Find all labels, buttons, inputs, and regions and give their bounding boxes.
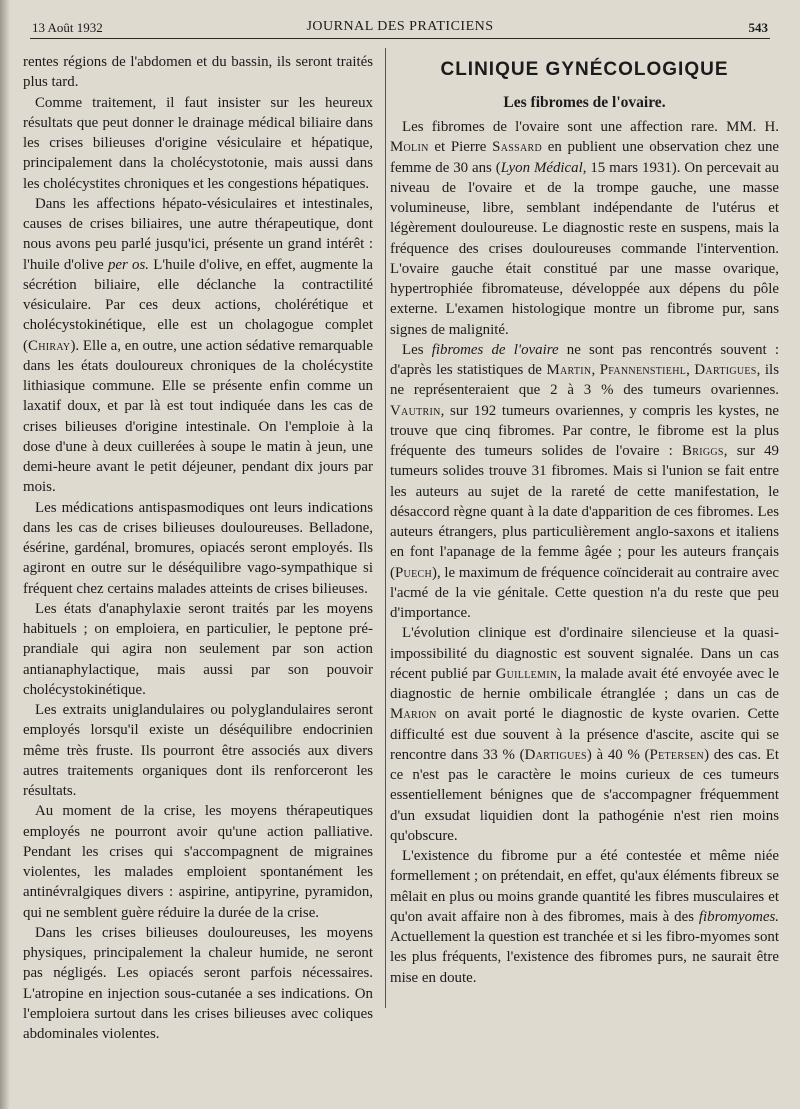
running-header bbox=[30, 14, 770, 39]
paragraph: Dans les affections hépato-vésiculaires et intestinales, causes de crises biliaires, une autre thérapeutique, dont nous avons peu parlé jusqu'ici, présente un grand intérêt : l'huile d'olive per os. L'huile d'olive, en effet, augmente la sécrétion biliaire, elle déclanche la contractilité vésiculaire. Par ces deux actions, cholérétique et cholécystokinétique, elle est un cholagogue complet (Chiray). Elle a, en outre, une action sédative remarquable dans les états douloureux chroniques de la cholécystite lithiasique commune. Elle se présente enfin comme un laxatif doux, et par là est tout indiquée dans les cas de crises bilieuses d'origine intestinale. On l'emploie à la dose d'une à deux cuillerées à soupe le matin à jeun, une demi-heure avant le petit déjeuner, pendant dix jours par mois. bbox=[23, 195, 373, 496]
paragraph: Comme traitement, il faut insister sur les heureux résultats que peut donner le drainage médical biliaire dans les crises bilieuses d'origine vésiculaire et hépatique, principalement dans la cholécystotonie, mais aussi dans les cholécystites chroniques et les congestions hépatiques. bbox=[23, 94, 373, 192]
section-title: CLINIQUE GYNÉCOLOGIQUE bbox=[440, 59, 729, 80]
page-binding-shadow bbox=[0, 0, 10, 1109]
paragraph: rentes régions de l'abdomen et du bassin, ils seront traités plus tard. bbox=[23, 54, 373, 91]
paragraph: Dans les crises bilieuses douloureuses, les moyens physiques, principalement la chaleur humide, ne seront pas négligés. Les opiacés seront parfois nécessaires. L'atropine en injection sous-cutanée a ses indications. On l'emploiera surtout dans les crises bilieuses avec coliques abdominales violentes. bbox=[23, 924, 373, 1042]
paragraph: L'évolution clinique est d'ordinaire silencieuse et la quasi-impossibilité du diagnostic est souvent signalée. Dans un cas récent publié par Guillemin, la malade avait été envoyée avec le diagnostic de hernie ombilicale étranglée ; dans un cas de Marion on avait porté le diagnostic de kyste ovarien. Cette difficulté est due souvent à la présence d'ascite, ascite qui se rencontre dans 33 % (Dartigues) à 40 % (Petersen) des cas. Et ce n'est pas le caractère le moins curieux de ces tumeurs essentiellement bénignes que de s'accompagner fréquemment d'un exsudat liquidien dont la pathogénie n'est rien moins qu'obscure. bbox=[390, 625, 779, 844]
paragraph: Les extraits uniglandulaires ou polyglandulaires seront employés lorsqu'il existe un déséquilibre endocrinien même très fruste. Ils pourront être associés aux divers autres traitements organiques dont ils renforceront les résultats. bbox=[23, 702, 373, 799]
paragraph: Les états d'anaphylaxie seront traités par les moyens habituels ; on emploiera, en particulier, le peptone pré-prandiale qui agira non seulement par son action antianaphylactique, mais aussi par son pouvoir cholécystokinétique. bbox=[23, 600, 373, 698]
journal-title: JOURNAL DES PRATICIENS bbox=[306, 19, 494, 34]
page-number: 543 bbox=[748, 20, 768, 35]
issue-date: 13 Août 1932 bbox=[32, 20, 103, 35]
article-title: Les fibromes de l'ovaire. bbox=[503, 94, 666, 111]
paragraph: Les fibromes de l'ovaire sont une affection rare. MM. H. Molin et Pierre Sassard en publient une observation chez une femme de 30 ans (Lyon Médical, 15 mars 1931). On percevait au niveau de l'ovaire et de la trompe gauche, une masse volumineuse, libre, semblant indépendante de l'utérus et légèrement douloureuse. Le diagnostic reste en suspens, mais la fréquence des crises douloureuses commande l'intervention. L'ovaire gauche était constitué par une masse ovarique, hypertrophiée fibromateuse, développée aux dépens du pôle externe. L'examen histologique montre un fibrome pur, sans signes de malignité. bbox=[390, 119, 780, 338]
right-column bbox=[390, 58, 779, 988]
paragraph: Au moment de la crise, les moyens thérapeutiques employés ne pourront avoir qu'une action palliative. Pendant les crises qui s'accompagnent de migraines violentes, les malades emploient spontanément les antinévralgiques divers : aspirine, antipyrine, pyramidon, qui ne semblent guère réduire la durée de la crise. bbox=[23, 803, 373, 921]
author-name: Chiray bbox=[27, 337, 71, 354]
left-column bbox=[23, 52, 373, 1044]
paragraph: Les médications antispasmodiques ont leurs indications dans les cas de crises bilieuses douloureuses. Belladone, ésérine, gardénal, bromures, opiacés seront employés. Ils agiront en outre sur le déséquilibre vago-sympathique si fréquent chez certains malades atteints de crises bilieuses. bbox=[23, 499, 373, 597]
column-divider bbox=[385, 48, 386, 1008]
paragraph: L'existence du fibrome pur a été contestée et même niée formellement ; on prétendait, en effet, qu'aux éléments fibreux se mêlait en plus ou moins grande quantité les fibres musculaires et qu'on avait affaire non à des fibromes, mais à des fibromyomes. Actuellement la question est tranchée et si les fibro-myomes sont les plus fréquents, l'existence des fibromes purs, ne saurait être mise en doute. bbox=[390, 848, 779, 986]
paragraph: Les fibromes de l'ovaire ne sont pas rencontrés souvent : d'après les statistiques de Martin, Pfannenstiehl, Dartigues, ils ne représenteraient que 2 à 3 % des tumeurs ovariennes. Vautrin, sur 192 tumeurs ovariennes, y compris les kystes, ne trouve que cinq fibromes. Par contre, le fibrome est la plus fréquente des tumeurs solides de l'ovaire : Briggs, sur 49 tumeurs solides trouve 31 fibromes. Mais si l'union se fait entre les auteurs au sujet de la rareté de cette manifestation, le désaccord règne quant à la date d'apparition de ces fibromes. Les auteurs étrangers, plus particulièrement anglo-saxons et italiens en font l'apanage de la femme âgée ; pour les auteurs français (Puech), le maximum de fréquence coïnciderait au contraire avec l'acmé de la vie génitale. Cette question n'a du reste que peu d'importance. bbox=[390, 341, 779, 621]
